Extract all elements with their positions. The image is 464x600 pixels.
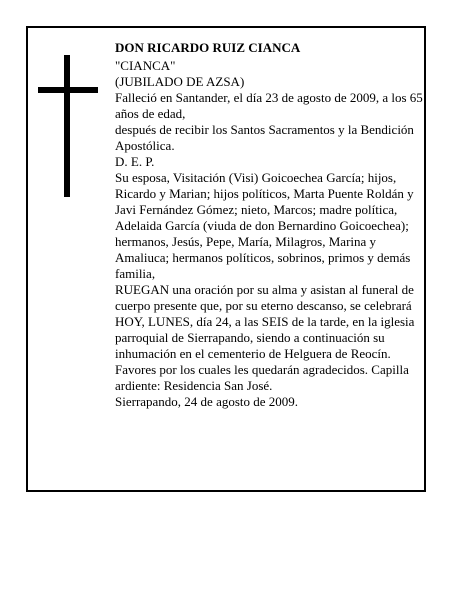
- deceased-retired-note: (JUBILADO DE AZSA): [115, 74, 245, 89]
- funeral-request: RUEGAN una oración por su alma y asistan al funeral de cuerpo presente que, por su eterno descanso, se celebrará HOY, LUNES, día 24, a las SEIS de la tarde, en la iglesia parroquial de Sierrapando, siendo a continuación su inhumación en el cementerio de Helguera de Reocín. Favores por los cuales les quedarán agradecidos. Capilla ardiente: Residencia San José.: [115, 282, 415, 393]
- deceased-nickname: "CIANCA": [115, 58, 176, 73]
- cross-vertical-bar: [64, 55, 70, 197]
- dep-line: D. E. P.: [115, 154, 155, 169]
- deceased-name: DON RICARDO RUIZ CIANCA: [115, 40, 301, 55]
- cross-icon: [38, 55, 98, 197]
- sacraments-statement: después de recibir los Santos Sacramentos y la Bendición Apostólica.: [115, 122, 414, 153]
- death-statement: Falleció en Santander, el día 23 de agosto de 2009, a los 65 años de edad,: [115, 90, 423, 121]
- place-and-date: Sierrapando, 24 de agosto de 2009.: [115, 394, 299, 409]
- family-list: Su esposa, Visitación (Visi) Goicoechea García; hijos, Ricardo y Marian; hijos políticos, Marta Puente Roldán y Javi Fernández Gómez; nieto, Marcos; madre política, Adelaida García (viuda de don Bernardino Goicoechea); hermanos, Jesús, Pepe, María, Milagros, Marina y Amaliuca; hermanos políticos, sobrinos, primos y demás familia,: [115, 170, 414, 281]
- obituary-text: [115, 40, 427, 410]
- cross-horizontal-bar: [38, 87, 98, 93]
